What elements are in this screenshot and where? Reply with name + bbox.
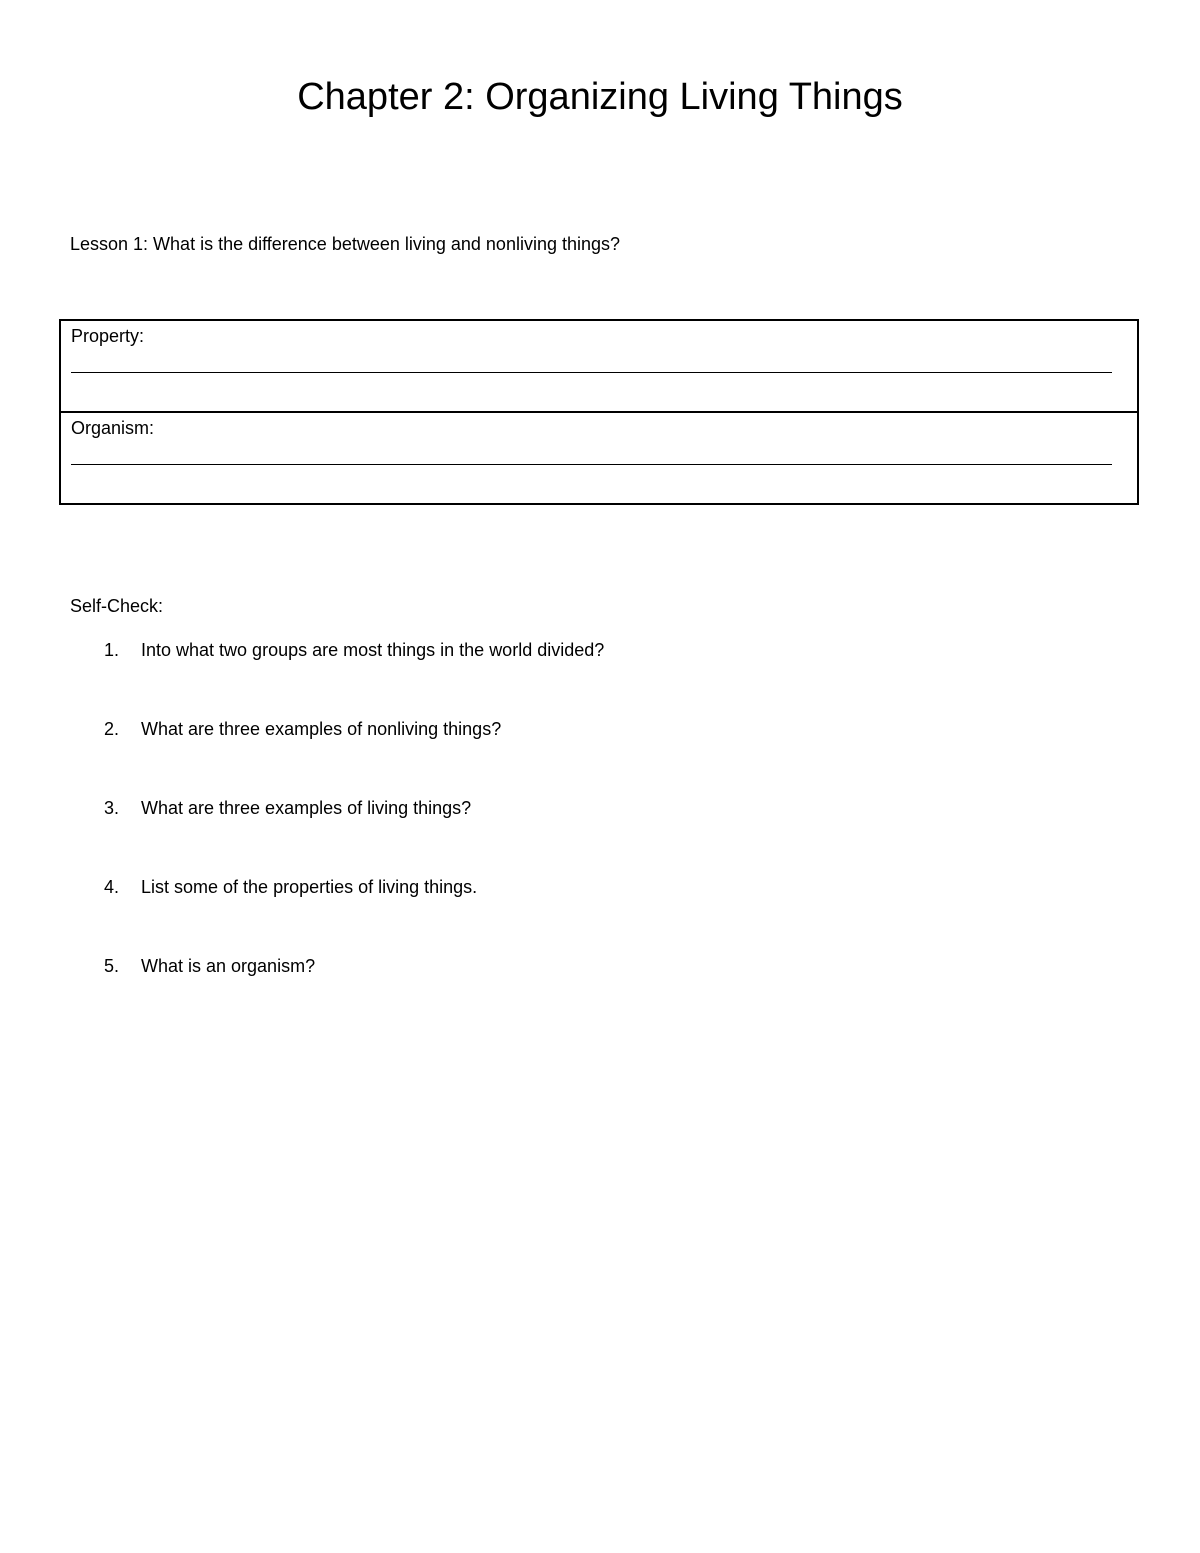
vocab-label-property: Property:	[71, 326, 145, 346]
self-check-heading: Self-Check:	[70, 596, 164, 616]
vocabulary-box	[59, 319, 1139, 505]
question-number: 4.	[104, 877, 120, 897]
lesson-heading: Lesson 1: What is the difference between living and nonliving things?	[70, 234, 621, 254]
question-text: What are three examples of nonliving things?	[141, 719, 502, 739]
question-number: 5.	[104, 956, 120, 976]
vocab-row-property	[61, 321, 1137, 411]
question-list	[0, 640, 1200, 1035]
question-item	[0, 877, 1200, 956]
question-item	[0, 798, 1200, 877]
question-item	[0, 956, 1200, 1035]
question-number: 2.	[104, 719, 120, 739]
question-number: 3.	[104, 798, 120, 818]
question-text: What are three examples of living things?	[141, 798, 472, 818]
answer-line-property	[71, 372, 1112, 373]
question-number: 1.	[104, 640, 120, 660]
vocab-label-organism: Organism:	[71, 418, 155, 438]
page-title: Chapter 2: Organizing Living Things	[297, 76, 903, 118]
answer-line-organism	[71, 464, 1112, 465]
question-text: What is an organism?	[141, 956, 316, 976]
question-text: Into what two groups are most things in the world divided?	[141, 640, 605, 660]
question-text: List some of the properties of living things.	[141, 877, 478, 897]
question-item	[0, 640, 1200, 719]
question-item	[0, 719, 1200, 798]
vocab-row-organism	[61, 411, 1137, 501]
